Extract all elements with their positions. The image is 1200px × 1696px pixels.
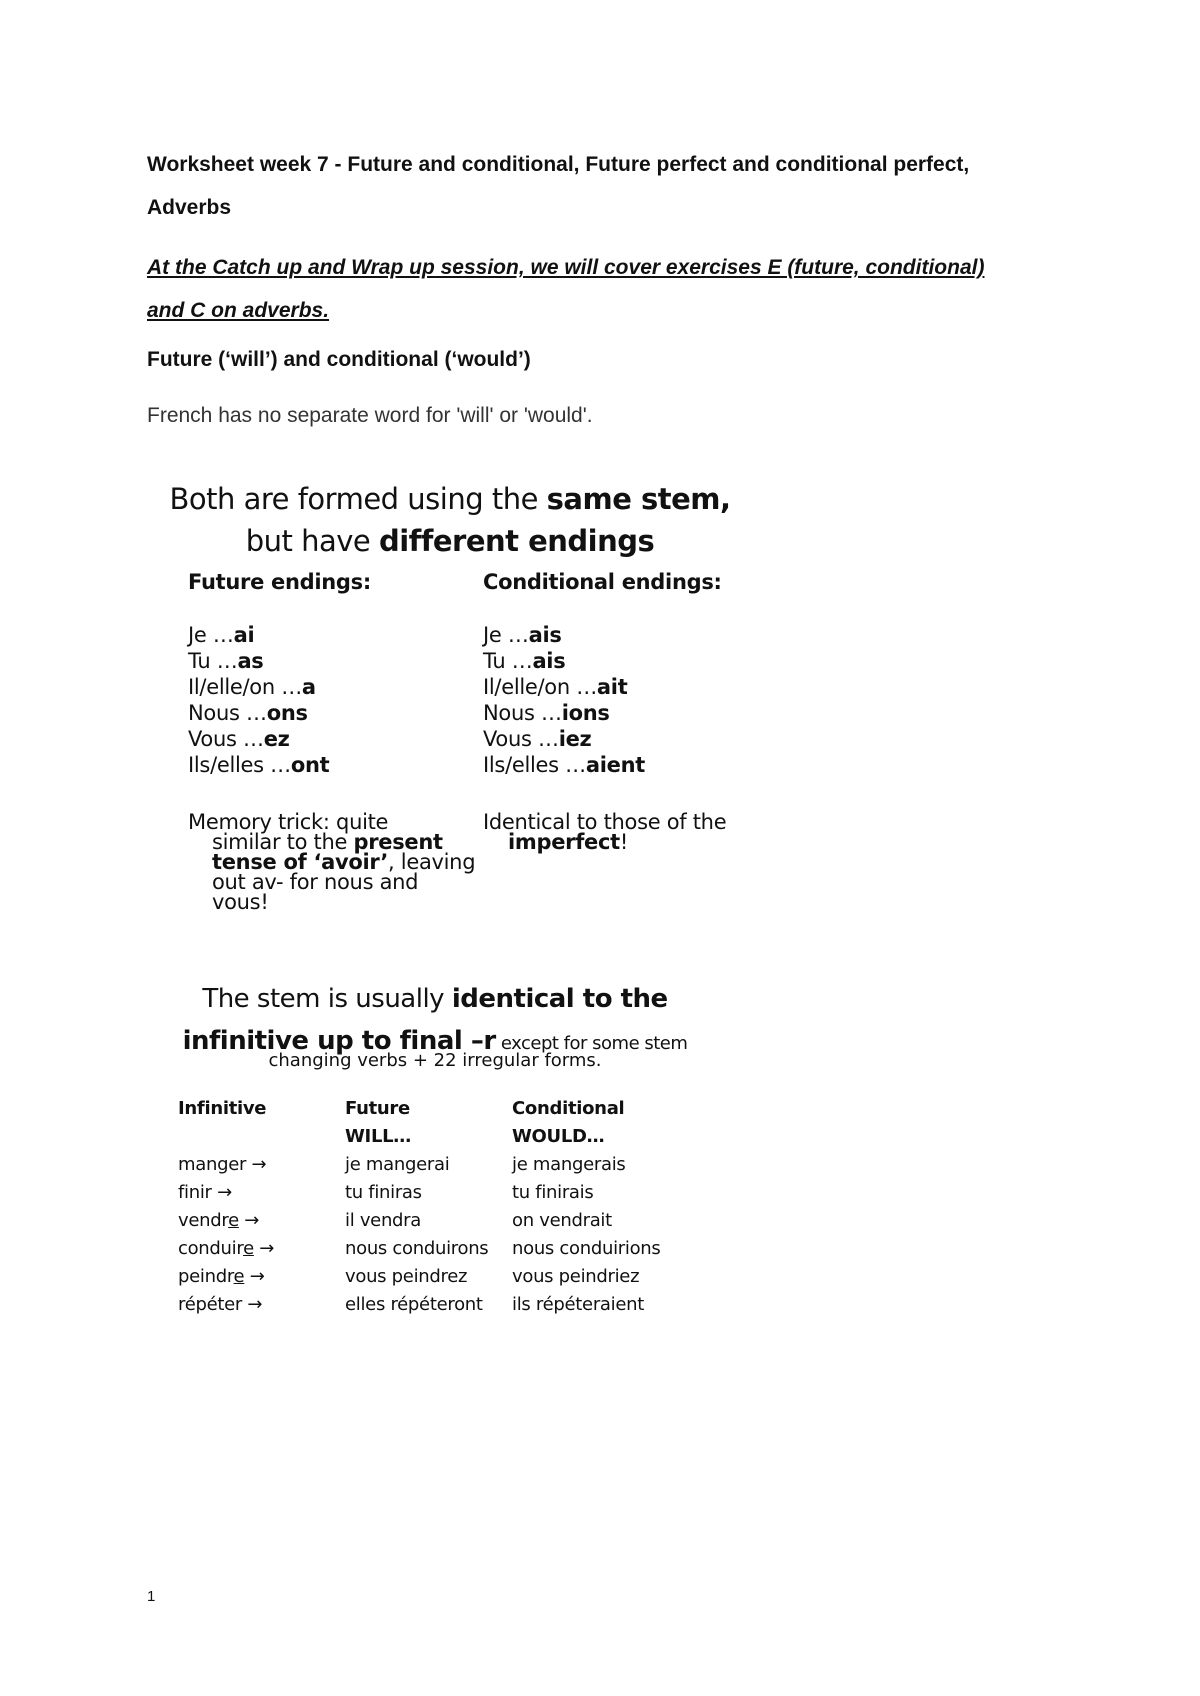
- table-subheader-row: [178, 1122, 692, 1150]
- infinitive-cell: finir →: [178, 1181, 232, 1203]
- column-subheader: [178, 1122, 345, 1150]
- future-endings-heading: Future endings:: [188, 570, 371, 594]
- list-item: Nous …ons: [188, 701, 308, 725]
- conditional-cell: on vendrait: [512, 1209, 612, 1231]
- list-item: Je …ai: [188, 623, 255, 647]
- column-header: Infinitive: [178, 1097, 267, 1119]
- column-subheader: WOULD…: [512, 1125, 605, 1147]
- stem-image-title: The stem is usually identical to the infinitive up to final –r except for some stem: [182, 984, 688, 1056]
- infinitive-cell: conduire →: [178, 1237, 275, 1259]
- list-item: Ils/elles …ont: [188, 753, 330, 777]
- column-header: Future: [345, 1097, 410, 1119]
- conditional-cell: je mangerais: [512, 1153, 626, 1175]
- infinitive-cell: vendre →: [178, 1209, 260, 1231]
- conditional-cell: vous peindriez: [512, 1265, 640, 1287]
- table-row: [178, 1178, 692, 1206]
- list-item: Tu …as: [188, 649, 264, 673]
- future-cell: nous conduirons: [345, 1237, 489, 1259]
- endings-image-title: [150, 478, 750, 562]
- conditional-endings-list: [483, 622, 645, 778]
- section-heading: Future (‘will’) and conditional (‘would’): [147, 348, 531, 371]
- table-row: [178, 1262, 692, 1290]
- title-bold: same stem,: [546, 482, 731, 516]
- title-text: but have: [245, 524, 379, 558]
- memory-trick-line: Memory trick: quite: [188, 810, 389, 834]
- list-item: Ils/elles …aient: [483, 753, 645, 777]
- memory-trick-line: similar to the present: [212, 830, 443, 854]
- list-item: Il/elle/on …ait: [483, 675, 628, 699]
- title-bold: different endings: [378, 524, 655, 558]
- verb-forms-table: [178, 1094, 692, 1318]
- list-item: Il/elle/on …a: [188, 675, 316, 699]
- title-text: Both are formed using the: [169, 482, 547, 516]
- infinitive-cell: répéter →: [178, 1293, 263, 1315]
- infinitive-cell: manger →: [178, 1153, 267, 1175]
- future-cell: il vendra: [345, 1209, 422, 1231]
- table-row: [178, 1290, 692, 1318]
- worksheet-title: Worksheet week 7 - Future and conditional, Future perfect and conditional perfect, Adverbs: [147, 153, 970, 219]
- memory-trick-line: tense of ‘avoir’, leaving: [212, 850, 476, 874]
- conditional-endings-heading: Conditional endings:: [483, 570, 722, 594]
- future-endings-list: [188, 622, 329, 778]
- infinitive-cell: peindre →: [178, 1265, 265, 1287]
- identical-note-line: imperfect!: [508, 830, 629, 854]
- column-header: Conditional: [512, 1097, 625, 1119]
- table-row: [178, 1206, 692, 1234]
- list-item: Vous …ez: [188, 727, 290, 751]
- memory-trick-line: out av- for nous and: [212, 870, 419, 894]
- intro-text: French has no separate word for 'will' or 'would'.: [147, 404, 593, 427]
- page-number: 1: [147, 1588, 156, 1605]
- future-cell: elles répéteront: [345, 1293, 483, 1315]
- conditional-cell: nous conduirions: [512, 1237, 661, 1259]
- list-item: Je …ais: [483, 623, 562, 647]
- table-header-row: [178, 1094, 692, 1122]
- table-row: [178, 1150, 692, 1178]
- identical-note-line: Identical to those of the: [483, 810, 727, 834]
- table-row: [178, 1234, 692, 1262]
- memory-trick-line: vous!: [212, 890, 269, 914]
- column-subheader: WILL…: [345, 1125, 411, 1147]
- stem-image-subtitle: changing verbs + 22 irregular forms.: [268, 1050, 602, 1071]
- list-item: Vous …iez: [483, 727, 592, 751]
- future-cell: vous peindrez: [345, 1265, 468, 1287]
- conditional-cell: tu finirais: [512, 1181, 594, 1203]
- list-item: Tu …ais: [483, 649, 566, 673]
- session-note: At the Catch up and Wrap up session, we will cover exercises E (future, conditional) and C on adverbs.: [147, 256, 985, 322]
- future-cell: je mangerai: [345, 1153, 450, 1175]
- list-item: Nous …ions: [483, 701, 610, 725]
- future-cell: tu finiras: [345, 1181, 422, 1203]
- conditional-cell: ils répéteraient: [512, 1293, 644, 1315]
